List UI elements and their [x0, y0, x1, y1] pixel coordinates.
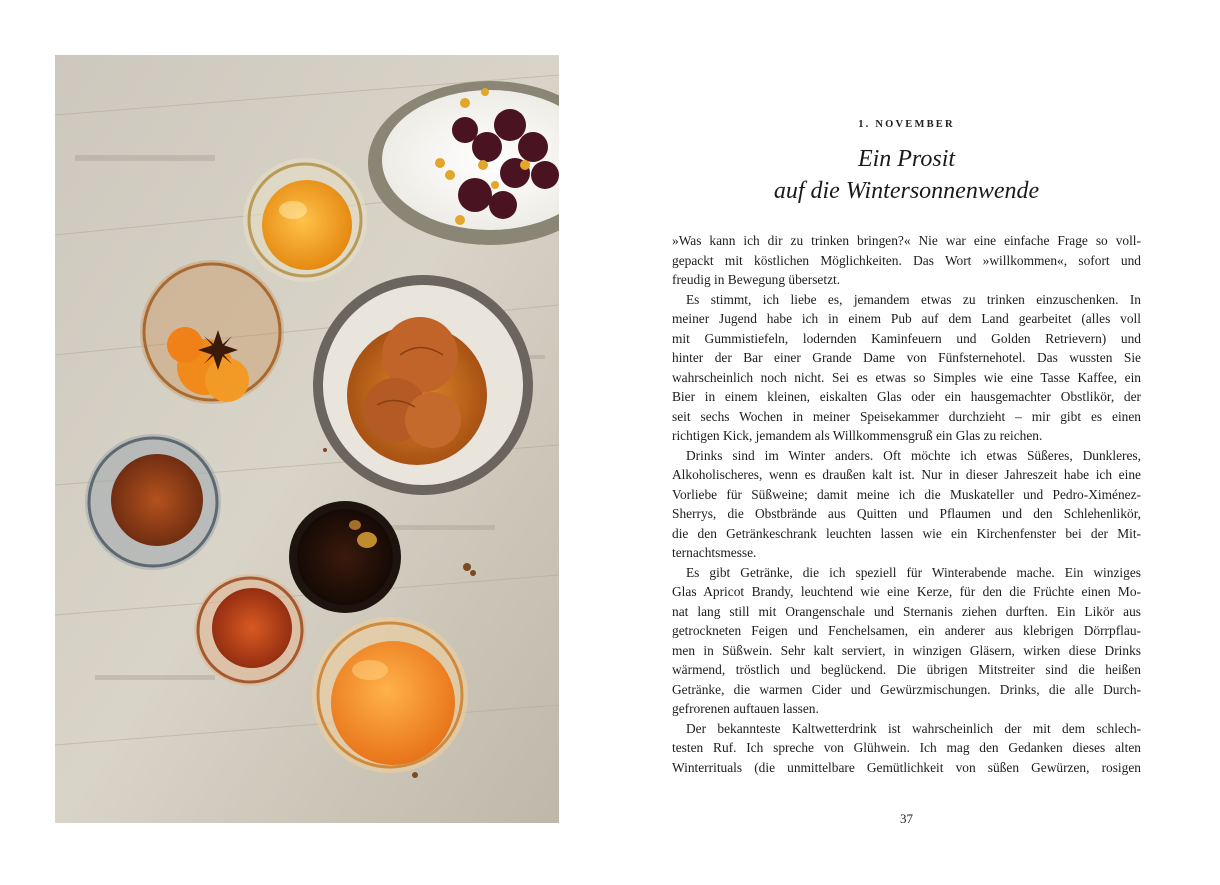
text-line: men in Süßwein. Sehr kalt serviert, in winzigen Gläsern, wirken diese Drinks	[672, 642, 1141, 658]
text-line: wärmend, tröstlich und beglückend. Die übrigen Mitstreiter sind die heißen	[672, 662, 1141, 677]
text-line: Vorliebe für Süßweine; damit meine ich die Muskateller und Pedro-Ximénez-	[672, 486, 1141, 502]
paragraph	[672, 290, 1141, 446]
text-line: getrockneten Feigen und Fenchelsamen, ein anderer aus klebrigen Dörrpflau-	[672, 623, 1141, 638]
text-line: die den Getränkeschrank leuchten lassen wie ein Kirchenfenster bei der Mit-	[672, 525, 1141, 541]
paragraph	[672, 231, 1141, 290]
text-line: freudig in Bewegung übersetzt.	[672, 272, 841, 287]
chapter-date: 1. NOVEMBER	[858, 119, 955, 130]
paragraph	[672, 563, 1141, 719]
text-line: seit sechs Wochen in meiner Speisekammer durchzieht – mir gibt es einen	[672, 408, 1141, 424]
text-line: Der bekannteste Kaltwetterdrink ist wahrscheinlich der mit dem schlech-	[686, 720, 1141, 736]
drinks-photo	[55, 55, 559, 823]
chapter-title-line-2: auf die Wintersonnenwende	[773, 178, 1040, 204]
text-line: Winterrituals (die unmittelbare Gemütlichkeit von süßen Gewürzen, rosigen	[672, 759, 1141, 775]
text-line: Sherrys, die Obstbrände aus Quitten und Pflaumen und den Schlehenlikör,	[672, 506, 1141, 521]
chapter-title	[672, 143, 1141, 207]
text-line: Alkoholischeres, wenn es draußen kalt ist. Nur in dieser Jahreszeit habe ich eine	[672, 467, 1141, 482]
text-line: ternachtsmesse.	[672, 545, 757, 560]
chapter-title-line-1: Ein Prosit	[857, 146, 956, 172]
text-line: meiner Jugend habe ich in einem Pub auf dem Land gearbeitet (alles voll	[672, 311, 1141, 326]
text-page	[672, 0, 1141, 885]
text-line: gepackt mit köstlichen Möglichkeiten. Das Wort »willkommen«, sofort und	[672, 252, 1141, 268]
photo-illustration	[55, 55, 559, 823]
text-line: »Was kann ich dir zu trinken bringen?« Nie war eine einfache Frage so voll-	[672, 233, 1141, 248]
text-line: nat lang still mit Orangenschale und Sternanis ziehen durften. Ein Likör aus	[672, 603, 1141, 619]
text-line: richtigen Kick, jemandem als Willkommensgruß ein Glas zu reichen.	[672, 428, 1043, 443]
paragraph	[672, 719, 1141, 778]
paragraph	[672, 446, 1141, 563]
text-line: Drinks sind im Winter anders. Oft möchte ich etwas Süßeres, Dunkleres,	[686, 447, 1141, 463]
body-text	[672, 231, 1141, 777]
text-line: Glas Apricot Brandy, leuchtend wie eine Kerze, für den die Früchte einen Mo-	[672, 584, 1141, 599]
text-line: Getränke, die warmen Cider und Gewürzmischungen. Drinks, die alle Durch-	[672, 681, 1141, 697]
text-line: hinter der Bar einer Grande Dame von Fünfsternehotel. Das wussten Sie	[672, 350, 1141, 365]
page-number: 37	[900, 811, 913, 826]
text-line: mit Gummistiefeln, lodernden Kaminfeuern und Golden Retrievern) und	[672, 330, 1141, 346]
text-line: Es stimmt, ich liebe es, jemandem etwas zu trinken einzuschenken. In	[686, 291, 1141, 307]
text-line: wahrscheinlich noch nicht. Sei es etwas so Simples wie eine Tasse Kaffee, ein	[672, 369, 1141, 385]
text-line: gefrorenen auftauen lassen.	[672, 701, 819, 716]
text-line: testen Ruf. Ich spreche von Glühwein. Ich mag den Gedanken dieses alten	[672, 740, 1141, 755]
text-line: Bier in einem kleinen, eiskalten Glas oder ein hausgemachter Obstlikör, der	[672, 389, 1141, 404]
text-line: Es gibt Getränke, die ich speziell für Winterabende mache. Ein winziges	[686, 564, 1141, 580]
